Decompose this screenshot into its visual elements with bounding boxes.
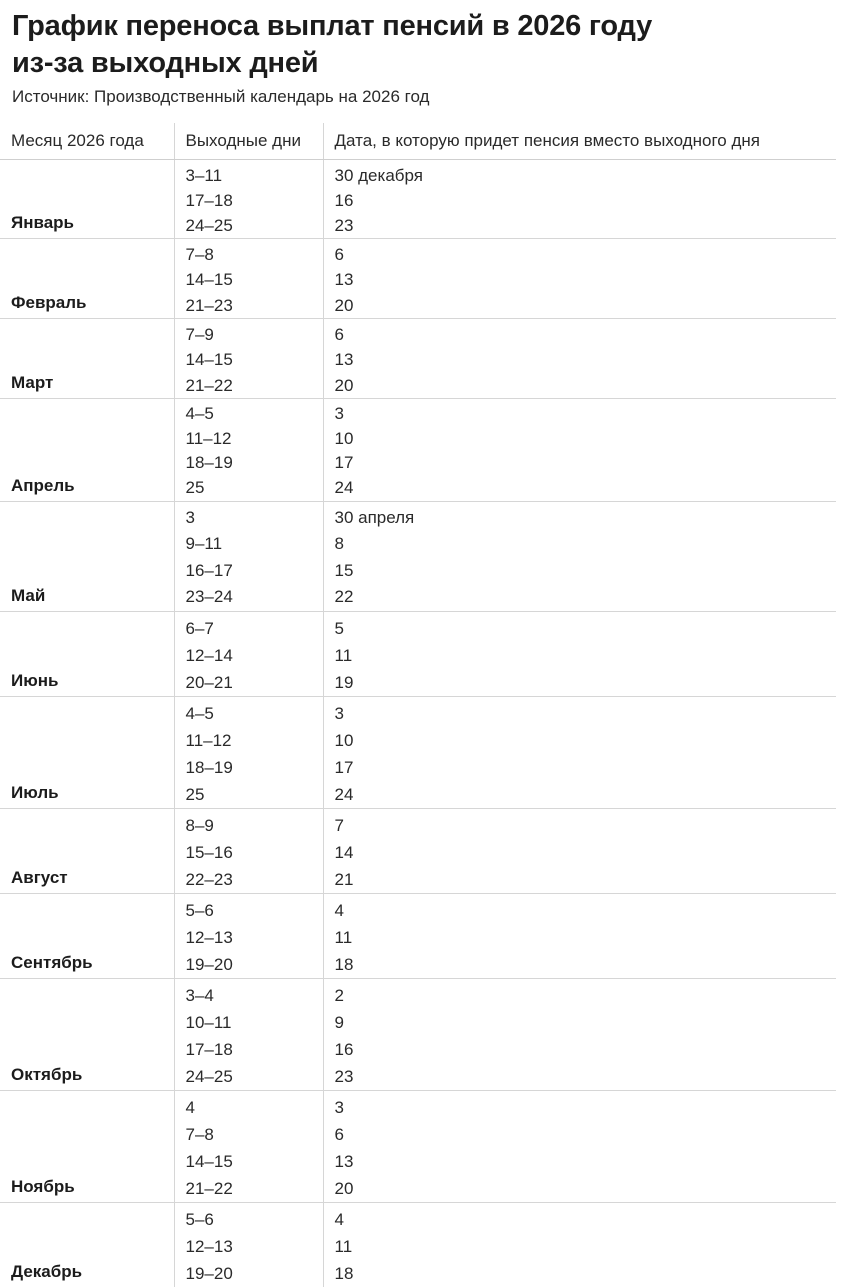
- table-row: [0, 1090, 836, 1202]
- days-off-range: 11–12: [185, 730, 232, 750]
- days-off-range: 24–25: [185, 1066, 233, 1086]
- days-off-cell: [174, 808, 323, 893]
- payment-date: 5: [334, 618, 344, 638]
- payment-date: 11: [334, 1236, 353, 1256]
- table-row: [0, 239, 836, 319]
- payment-date: 10: [334, 428, 354, 448]
- days-off-range: 3–4: [185, 985, 214, 1005]
- payment-date-cell: [323, 893, 836, 978]
- days-off-cell: [174, 318, 323, 398]
- days-off-range: 5–6: [185, 900, 214, 920]
- payment-date: 11: [334, 645, 353, 665]
- days-off-range: 17–18: [185, 191, 233, 210]
- days-off-range: 4–5: [185, 703, 214, 723]
- days-off-cell: [174, 239, 323, 319]
- days-off-range: 25: [185, 478, 205, 498]
- month-cell: Август: [0, 808, 174, 893]
- column-header-days-off: Выходные дни: [174, 123, 323, 160]
- days-off-range: 3: [185, 507, 195, 527]
- pension-schedule-table: [0, 123, 836, 1287]
- table-header: [0, 123, 836, 160]
- days-off-range: 20–21: [185, 672, 233, 692]
- table-row: [0, 318, 836, 398]
- days-off-range: 5–6: [185, 1209, 214, 1229]
- payment-date: 6: [334, 1124, 344, 1144]
- month-cell: Январь: [0, 160, 174, 239]
- payment-date-cell: [323, 611, 836, 696]
- page-title-line-1: График переноса выплат пенсий в 2026 году: [12, 10, 653, 42]
- days-off-range: 7–9: [185, 324, 214, 344]
- days-off-cell: [174, 160, 323, 239]
- days-off-cell: [174, 1090, 323, 1202]
- month-cell: Сентябрь: [0, 893, 174, 978]
- days-off-cell: [174, 501, 323, 611]
- days-off-range: 24–25: [185, 216, 233, 235]
- payment-date: 9: [334, 1012, 344, 1032]
- payment-date-cell: [323, 978, 836, 1090]
- payment-date-cell: [323, 318, 836, 398]
- table-row: [0, 611, 836, 696]
- payment-date-cell: [323, 1202, 836, 1287]
- payment-date: 18: [334, 954, 354, 974]
- page-title: [12, 8, 832, 82]
- payment-date: 21: [334, 869, 354, 889]
- days-off-range: 16–17: [185, 560, 233, 580]
- payment-date: 23: [334, 216, 354, 235]
- table-row: [0, 398, 836, 501]
- payment-date: 4: [334, 1209, 344, 1229]
- days-off-range: 14–15: [185, 1151, 233, 1171]
- table-row: [0, 696, 836, 808]
- payment-date: 13: [334, 270, 354, 290]
- payment-date: 20: [334, 295, 354, 315]
- payment-date: 10: [334, 730, 354, 750]
- payment-date: 17: [334, 757, 354, 777]
- payment-date: 4: [334, 900, 344, 920]
- payment-date-cell: [323, 160, 836, 239]
- table-header-row: [0, 123, 836, 160]
- days-off-range: 12–13: [185, 927, 233, 947]
- payment-date: 23: [334, 1066, 354, 1086]
- days-off-range: 15–16: [185, 842, 233, 862]
- month-cell: Октябрь: [0, 978, 174, 1090]
- days-off-range: 17–18: [185, 1039, 233, 1059]
- month-cell: Июль: [0, 696, 174, 808]
- payment-date: 3: [334, 703, 344, 723]
- days-off-range: 12–14: [185, 645, 233, 665]
- days-off-range: 14–15: [185, 270, 233, 290]
- month-cell: Февраль: [0, 239, 174, 319]
- month-cell: Май: [0, 501, 174, 611]
- days-off-range: 9–11: [185, 534, 223, 554]
- payment-date: 18: [334, 1263, 354, 1283]
- days-off-cell: [174, 978, 323, 1090]
- month-cell: Март: [0, 318, 174, 398]
- month-cell: Ноябрь: [0, 1090, 174, 1202]
- days-off-range: 7–8: [185, 245, 214, 264]
- month-cell: Июнь: [0, 611, 174, 696]
- payment-date: 20: [334, 375, 354, 395]
- days-off-range: 21–23: [185, 295, 233, 315]
- days-off-range: 18–19: [185, 453, 233, 473]
- payment-date: 30 апреля: [334, 507, 415, 527]
- payment-date: 15: [334, 560, 354, 580]
- page-title-line-2: из-за выходных дней: [12, 47, 319, 79]
- days-off-range: 4: [185, 1097, 195, 1117]
- payment-date-cell: [323, 808, 836, 893]
- payment-date: 22: [334, 587, 354, 607]
- days-off-range: 22–23: [185, 869, 233, 889]
- column-header-month: Месяц 2026 года: [0, 123, 174, 160]
- days-off-range: 8–9: [185, 815, 214, 835]
- payment-date: 14: [334, 842, 354, 862]
- days-off-cell: [174, 398, 323, 501]
- table-row: [0, 160, 836, 239]
- payment-date: 3: [334, 1097, 344, 1117]
- days-off-range: 11–12: [185, 428, 232, 448]
- payment-date: 16: [334, 1039, 354, 1059]
- days-off-range: 19–20: [185, 1263, 233, 1283]
- payment-date: 7: [334, 815, 344, 835]
- days-off-range: 21–22: [185, 375, 233, 395]
- days-off-range: 4–5: [185, 403, 214, 423]
- table-row: [0, 1202, 836, 1287]
- days-off-range: 7–8: [185, 1124, 214, 1144]
- days-off-cell: [174, 696, 323, 808]
- payment-date: 30 декабря: [334, 166, 423, 185]
- payment-date: 6: [334, 245, 344, 264]
- days-off-range: 21–22: [185, 1178, 233, 1198]
- days-off-range: 3–11: [185, 166, 223, 185]
- month-cell: Апрель: [0, 398, 174, 501]
- days-off-range: 25: [185, 784, 205, 804]
- payment-date: 13: [334, 350, 354, 370]
- days-off-range: 6–7: [185, 618, 214, 638]
- payment-date: 24: [334, 784, 354, 804]
- payment-date-cell: [323, 239, 836, 319]
- payment-date: 8: [334, 534, 344, 554]
- table-body: [0, 160, 836, 1287]
- payment-date: 6: [334, 324, 344, 344]
- payment-date-cell: [323, 696, 836, 808]
- days-off-range: 18–19: [185, 757, 233, 777]
- payment-date: 24: [334, 478, 354, 498]
- days-off-cell: [174, 1202, 323, 1287]
- table-row: [0, 893, 836, 978]
- days-off-cell: [174, 611, 323, 696]
- payment-date-cell: [323, 501, 836, 611]
- days-off-range: 19–20: [185, 954, 233, 974]
- days-off-cell: [174, 893, 323, 978]
- payment-date-cell: [323, 1090, 836, 1202]
- table-row: [0, 808, 836, 893]
- source-note: Источник: Производственный календарь на 2026 год: [12, 87, 430, 106]
- payment-date: 17: [334, 453, 354, 473]
- days-off-range: 12–13: [185, 1236, 233, 1256]
- payment-date-cell: [323, 398, 836, 501]
- payment-date: 19: [334, 672, 354, 692]
- table-row: [0, 978, 836, 1090]
- payment-date: 20: [334, 1178, 354, 1198]
- month-cell: Декабрь: [11, 1261, 83, 1281]
- table-row: [0, 501, 836, 611]
- payment-date: 16: [334, 191, 354, 210]
- days-off-range: 23–24: [185, 587, 233, 607]
- payment-date: 3: [334, 403, 344, 423]
- days-off-range: 14–15: [185, 350, 233, 370]
- column-header-payment-date: Дата, в которую придет пенсия вместо выходного дня: [323, 123, 836, 160]
- days-off-range: 10–11: [185, 1012, 232, 1032]
- payment-date: 11: [334, 927, 353, 947]
- payment-date: 2: [334, 985, 344, 1005]
- payment-date: 13: [334, 1151, 354, 1171]
